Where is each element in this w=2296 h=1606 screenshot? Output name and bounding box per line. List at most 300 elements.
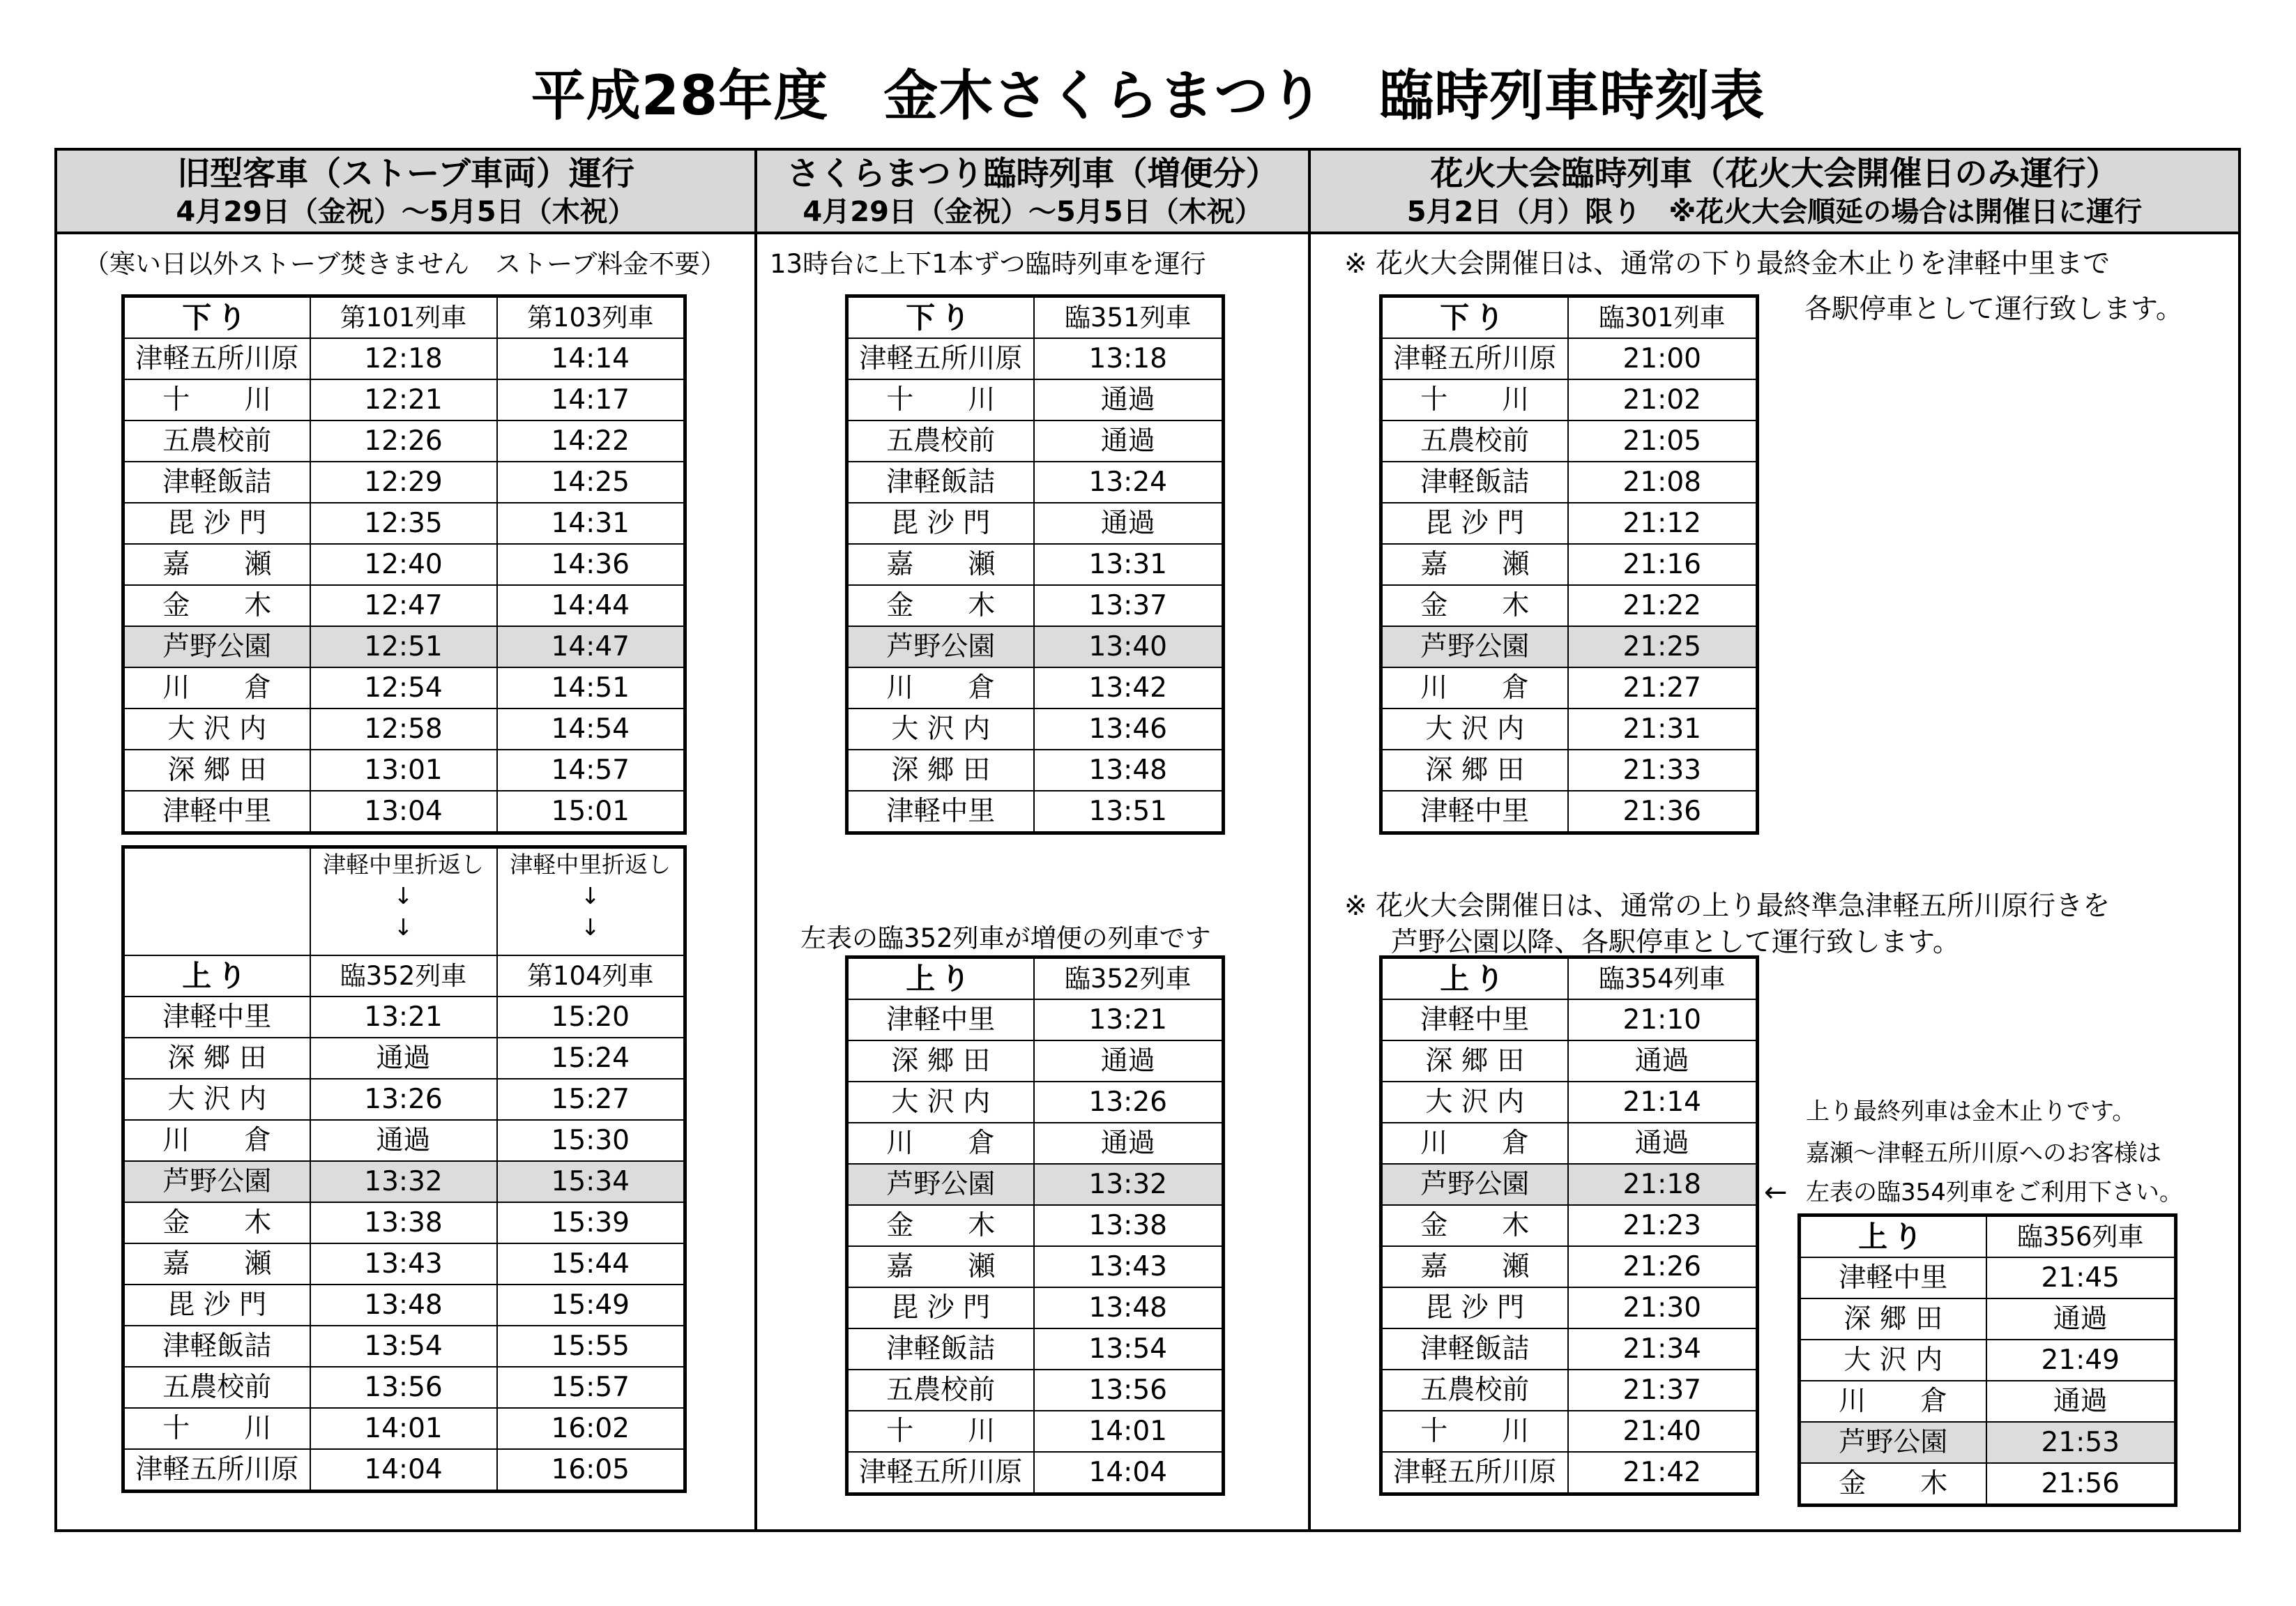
- station-name: 津軽五所川原: [1381, 338, 1568, 379]
- direction-header: 下り: [847, 296, 1034, 339]
- station-name: 深 郷 田: [123, 750, 310, 791]
- departure-time: 12:51: [310, 626, 497, 667]
- departure-time: 15:24: [497, 1038, 685, 1079]
- station-name: 芦野公園: [123, 1161, 310, 1202]
- mid-header-title: さくらまつり臨時列車（増便分）: [786, 155, 1279, 193]
- table-row: [1381, 1370, 1758, 1411]
- departure-time: 14:54: [497, 709, 685, 750]
- table-row: [123, 1161, 685, 1202]
- departure-time: 15:44: [497, 1243, 685, 1285]
- turnaround-label: 津軽中里折返し: [323, 851, 484, 878]
- departure-time: 15:20: [497, 997, 685, 1038]
- station-name: 津軽飯詰: [123, 1326, 310, 1367]
- table-row: [123, 462, 685, 503]
- table-row: [847, 1452, 1224, 1494]
- mid-header-dates: 4月29日（金祝）～5月5日（木祝）: [803, 196, 1263, 228]
- departure-time: 14:47: [497, 626, 685, 667]
- right-note-c-line2: 嘉瀬～津軽五所川原へのお客様は: [1806, 1139, 2161, 1167]
- down-arrow-icon: ↓: [580, 882, 600, 909]
- departure-time: 12:21: [310, 379, 497, 421]
- station-name: 川 倉: [847, 667, 1034, 709]
- departure-time: 13:04: [310, 791, 497, 833]
- departure-time: 13:43: [310, 1243, 497, 1285]
- direction-header: 下り: [123, 296, 310, 339]
- table-row: [1381, 585, 1758, 626]
- train-number-header: 臨351列車: [1034, 296, 1224, 339]
- page-title: 平成28年度 金木さくらまつり 臨時列車時刻表: [531, 65, 1765, 128]
- departure-time: 13:48: [1034, 1287, 1224, 1328]
- station-name: 嘉 瀬: [1381, 1246, 1568, 1287]
- table-row: [123, 791, 685, 833]
- departure-time: 13:54: [310, 1326, 497, 1367]
- table-row: [123, 1285, 685, 1326]
- station-name: 十 川: [123, 379, 310, 421]
- table-row: [1381, 462, 1758, 503]
- direction-header: 上り: [847, 957, 1034, 1000]
- station-name: 金 木: [1381, 585, 1568, 626]
- departure-time: 12:58: [310, 709, 497, 750]
- station-name: 十 川: [1381, 379, 1568, 421]
- right-header-dates: 5月2日（月）限り ※花火大会順延の場合は開催日に運行: [1406, 196, 2143, 228]
- table-row: [1381, 1328, 1758, 1370]
- departure-time: 15:01: [497, 791, 685, 833]
- table-row: [847, 1040, 1224, 1082]
- table-row: [123, 709, 685, 750]
- station-name: 津軽五所川原: [847, 1452, 1034, 1494]
- departure-time: 13:54: [1034, 1328, 1224, 1370]
- table-row: [847, 503, 1224, 544]
- station-name: 津軽中里: [1381, 999, 1568, 1040]
- left-note: （寒い日以外ストーブ焚きません ストーブ料金不要）: [84, 249, 727, 279]
- left-header-title: 旧型客車（ストーブ車両）運行: [177, 155, 634, 193]
- table-header-row: [847, 957, 1224, 1000]
- station-name: 津軽中里: [1381, 791, 1568, 833]
- departure-time: 12:54: [310, 667, 497, 709]
- departure-time: 15:34: [497, 1161, 685, 1202]
- station-name: 深 郷 田: [1800, 1298, 1986, 1340]
- table-row: [1381, 626, 1758, 667]
- table-row: [847, 791, 1224, 833]
- station-name: 嘉 瀬: [847, 1246, 1034, 1287]
- departure-time: 21:31: [1568, 709, 1758, 750]
- train-number-header: 臨354列車: [1568, 957, 1758, 1000]
- departure-time: 通過: [1034, 1123, 1224, 1164]
- table-row: [123, 1326, 685, 1367]
- departure-time: 21:26: [1568, 1246, 1758, 1287]
- station-name: 五農校前: [847, 421, 1034, 462]
- departure-time: 14:31: [497, 503, 685, 544]
- departure-time: 14:01: [1034, 1411, 1224, 1452]
- departure-time: 13:51: [1034, 791, 1224, 833]
- station-name: 嘉 瀬: [847, 544, 1034, 585]
- table-row: [123, 1367, 685, 1408]
- station-name: 五農校前: [1381, 421, 1568, 462]
- station-name: 嘉 瀬: [123, 544, 310, 585]
- left-section-header: [57, 151, 754, 234]
- station-name: 津軽飯詰: [847, 462, 1034, 503]
- station-name: 十 川: [1381, 1411, 1568, 1452]
- mid-section-header: [757, 151, 1308, 234]
- turnaround-row: [123, 847, 685, 956]
- station-name: 金 木: [123, 1202, 310, 1243]
- table-row: [1381, 544, 1758, 585]
- station-name: 十 川: [847, 379, 1034, 421]
- departure-time: 通過: [1568, 1123, 1758, 1164]
- column-divider: [754, 148, 757, 1532]
- departure-time: 13:18: [1034, 338, 1224, 379]
- station-name: 十 川: [847, 1411, 1034, 1452]
- train-number-header: 臨352列車: [310, 955, 497, 997]
- train-number-header: 第104列車: [497, 955, 685, 997]
- table-row: [123, 1449, 685, 1492]
- table-row: [847, 421, 1224, 462]
- departure-time: 21:40: [1568, 1411, 1758, 1452]
- table-row: [1381, 379, 1758, 421]
- table-row: [123, 1079, 685, 1120]
- table-row: [847, 1082, 1224, 1123]
- table-row: [1800, 1298, 2176, 1340]
- departure-time: 通過: [1986, 1381, 2176, 1422]
- table-row: [1381, 1123, 1758, 1164]
- table-row: [123, 585, 685, 626]
- table-row: [847, 626, 1224, 667]
- down-arrow-icon: ↓: [393, 914, 413, 941]
- table-row: [847, 462, 1224, 503]
- station-name: 五農校前: [1381, 1370, 1568, 1411]
- station-name: 津軽中里: [847, 999, 1034, 1040]
- column-divider: [1308, 148, 1311, 1532]
- station-name: 津軽五所川原: [123, 338, 310, 379]
- station-name: 十 川: [123, 1408, 310, 1449]
- down-arrow-icon: ↓: [393, 882, 413, 909]
- station-name: 津軽飯詰: [123, 462, 310, 503]
- table-row: [1800, 1422, 2176, 1463]
- departure-time: 13:48: [1034, 750, 1224, 791]
- table-row: [847, 709, 1224, 750]
- departure-time: 13:40: [1034, 626, 1224, 667]
- table-row: [847, 1164, 1224, 1205]
- station-name: 金 木: [123, 585, 310, 626]
- train-number-header: 第101列車: [310, 296, 497, 339]
- table-row: [1800, 1257, 2176, 1298]
- table-row: [847, 1123, 1224, 1164]
- left-header-dates: 4月29日（金祝）～5月5日（木祝）: [176, 196, 636, 228]
- departure-time: 14:44: [497, 585, 685, 626]
- station-name: 津軽中里: [847, 791, 1034, 833]
- station-name: 深 郷 田: [847, 1040, 1034, 1082]
- station-name: 川 倉: [1381, 667, 1568, 709]
- departure-time: 21:49: [1986, 1340, 2176, 1381]
- station-name: 金 木: [1800, 1463, 1986, 1506]
- station-name: 五農校前: [123, 421, 310, 462]
- departure-time: 21:16: [1568, 544, 1758, 585]
- table-row: [1381, 791, 1758, 833]
- departure-time: 21:25: [1568, 626, 1758, 667]
- departure-time: 15:49: [497, 1285, 685, 1326]
- station-name: 大 沢 内: [847, 1082, 1034, 1123]
- departure-time: 21:42: [1568, 1452, 1758, 1494]
- mid-note: 13時台に上下1本ずつ臨時列車を運行: [770, 249, 1206, 279]
- station-name: 毘 沙 門: [123, 1285, 310, 1326]
- departure-time: 16:02: [497, 1408, 685, 1449]
- table-row: [123, 667, 685, 709]
- station-name: 川 倉: [123, 1120, 310, 1161]
- station-name: 金 木: [847, 585, 1034, 626]
- station-name: 嘉 瀬: [123, 1243, 310, 1285]
- station-name: 津軽五所川原: [847, 338, 1034, 379]
- table-row: [847, 999, 1224, 1040]
- departure-time: 21:34: [1568, 1328, 1758, 1370]
- table-header-row: [1800, 1215, 2176, 1258]
- station-name: 川 倉: [847, 1123, 1034, 1164]
- right-note-b-line1: ※ 花火大会開催日は、通常の上り最終準急津軽五所川原行きを: [1344, 891, 2111, 922]
- station-name: 芦野公園: [123, 626, 310, 667]
- departure-time: 21:53: [1986, 1422, 2176, 1463]
- turnaround-empty-cell: [123, 847, 310, 956]
- right-note-b-line2: 芦野公園以降、各駅停車として運行致します。: [1391, 927, 1960, 958]
- station-name: 金 木: [1381, 1205, 1568, 1246]
- table-row: [1381, 1040, 1758, 1082]
- station-name: 川 倉: [123, 667, 310, 709]
- table-row: [1800, 1340, 2176, 1381]
- departure-time: 13:26: [310, 1079, 497, 1120]
- train-number-header: 臨301列車: [1568, 296, 1758, 339]
- table-row: [1800, 1463, 2176, 1506]
- table-header-row: [847, 296, 1224, 339]
- station-name: 毘 沙 門: [847, 1287, 1034, 1328]
- departure-time: 12:29: [310, 462, 497, 503]
- table-row: [847, 1205, 1224, 1246]
- table-row: [847, 379, 1224, 421]
- table-row: [847, 1328, 1224, 1370]
- departure-time: 14:04: [310, 1449, 497, 1492]
- right-section-header: [1311, 151, 2238, 234]
- table-row: [123, 1202, 685, 1243]
- station-name: 津軽中里: [123, 791, 310, 833]
- departure-time: 13:48: [310, 1285, 497, 1326]
- right-note-c-line3: 左表の臨354列車をご利用下さい。: [1806, 1179, 2183, 1206]
- station-name: 大 沢 内: [123, 709, 310, 750]
- station-name: 芦野公園: [1381, 1164, 1568, 1205]
- departure-time: 14:01: [310, 1408, 497, 1449]
- departure-time: 13:43: [1034, 1246, 1224, 1287]
- table-header-row: [1381, 957, 1758, 1000]
- departure-time: 通過: [1034, 1040, 1224, 1082]
- table-row: [1381, 750, 1758, 791]
- departure-time: 15:27: [497, 1079, 685, 1120]
- table-header-row: [1381, 296, 1758, 339]
- table-header-row: [123, 955, 685, 997]
- departure-time: 21:10: [1568, 999, 1758, 1040]
- table-row: [1381, 709, 1758, 750]
- departure-time: 21:05: [1568, 421, 1758, 462]
- departure-time: 21:00: [1568, 338, 1758, 379]
- table-row: [1381, 421, 1758, 462]
- right-down-table: [1379, 294, 1759, 835]
- departure-time: 21:02: [1568, 379, 1758, 421]
- station-name: 深 郷 田: [847, 750, 1034, 791]
- departure-time: 14:17: [497, 379, 685, 421]
- table-row: [1381, 1411, 1758, 1452]
- departure-time: 13:56: [310, 1367, 497, 1408]
- table-header-row: [123, 296, 685, 339]
- station-name: 津軽中里: [123, 997, 310, 1038]
- table-row: [1381, 1205, 1758, 1246]
- station-name: 大 沢 内: [1381, 709, 1568, 750]
- table-row: [123, 1243, 685, 1285]
- mid-down-table: [845, 294, 1225, 835]
- departure-time: 21:23: [1568, 1205, 1758, 1246]
- left-up-table: [121, 845, 687, 1493]
- table-row: [1800, 1381, 2176, 1422]
- station-name: 川 倉: [1800, 1381, 1986, 1422]
- departure-time: 13:38: [310, 1202, 497, 1243]
- table-row: [847, 667, 1224, 709]
- departure-time: 12:35: [310, 503, 497, 544]
- table-row: [1381, 667, 1758, 709]
- turnaround-cell: [310, 847, 497, 956]
- table-row: [123, 544, 685, 585]
- table-row: [123, 503, 685, 544]
- departure-time: 13:21: [310, 997, 497, 1038]
- table-row: [847, 544, 1224, 585]
- direction-header: 上り: [1381, 957, 1568, 1000]
- departure-time: 13:56: [1034, 1370, 1224, 1411]
- station-name: 大 沢 内: [847, 709, 1034, 750]
- departure-time: 通過: [310, 1120, 497, 1161]
- departure-time: 13:31: [1034, 544, 1224, 585]
- station-name: 深 郷 田: [1381, 750, 1568, 791]
- departure-time: 21:14: [1568, 1082, 1758, 1123]
- departure-time: 21:37: [1568, 1370, 1758, 1411]
- departure-time: 14:51: [497, 667, 685, 709]
- departure-time: 13:37: [1034, 585, 1224, 626]
- table-row: [1381, 1287, 1758, 1328]
- right-up-table: [1379, 955, 1759, 1496]
- departure-time: 14:36: [497, 544, 685, 585]
- station-name: 川 倉: [1381, 1123, 1568, 1164]
- station-name: 深 郷 田: [123, 1038, 310, 1079]
- departure-time: 12:40: [310, 544, 497, 585]
- station-name: 大 沢 内: [123, 1079, 310, 1120]
- table-row: [847, 585, 1224, 626]
- table-row: [847, 1411, 1224, 1452]
- departure-time: 13:32: [310, 1161, 497, 1202]
- departure-time: 21:18: [1568, 1164, 1758, 1205]
- right-note-c-line1: 上り最終列車は金木止りです。: [1806, 1098, 2136, 1126]
- station-name: 深 郷 田: [1381, 1040, 1568, 1082]
- departure-time: 通過: [1034, 379, 1224, 421]
- departure-time: 15:55: [497, 1326, 685, 1367]
- departure-time: 13:46: [1034, 709, 1224, 750]
- station-name: 五農校前: [123, 1367, 310, 1408]
- departure-time: 15:39: [497, 1202, 685, 1243]
- table-row: [123, 379, 685, 421]
- direction-header: 下り: [1381, 296, 1568, 339]
- departure-time: 通過: [1034, 503, 1224, 544]
- station-name: 津軽飯詰: [1381, 462, 1568, 503]
- station-name: 毘 沙 門: [1381, 503, 1568, 544]
- station-name: 芦野公園: [847, 626, 1034, 667]
- departure-time: 通過: [310, 1038, 497, 1079]
- table-row: [847, 338, 1224, 379]
- direction-header: 上り: [1800, 1215, 1986, 1258]
- departure-time: 13:38: [1034, 1205, 1224, 1246]
- table-row: [123, 421, 685, 462]
- table-row: [847, 750, 1224, 791]
- turnaround-cell: [497, 847, 685, 956]
- departure-time: 14:25: [497, 462, 685, 503]
- table-row: [1381, 999, 1758, 1040]
- departure-time: 16:05: [497, 1449, 685, 1492]
- down-arrow-icon: ↓: [580, 914, 600, 941]
- turnaround-label: 津軽中里折返し: [510, 851, 671, 878]
- departure-time: 14:57: [497, 750, 685, 791]
- departure-time: 21:30: [1568, 1287, 1758, 1328]
- departure-time: 12:47: [310, 585, 497, 626]
- left-arrow-icon: ←: [1764, 1176, 1788, 1209]
- right-header-title: 花火大会臨時列車（花火大会開催日のみ運行）: [1430, 155, 2119, 193]
- departure-time: 13:21: [1034, 999, 1224, 1040]
- station-name: 毘 沙 門: [123, 503, 310, 544]
- departure-time: 12:18: [310, 338, 497, 379]
- departure-time: 21:45: [1986, 1257, 2176, 1298]
- departure-time: 13:24: [1034, 462, 1224, 503]
- right-note-a-line2: 各駅停車として運行致します。: [1804, 294, 2183, 325]
- table-row: [1381, 1246, 1758, 1287]
- departure-time: 15:57: [497, 1367, 685, 1408]
- departure-time: 21:08: [1568, 462, 1758, 503]
- table-row: [847, 1246, 1224, 1287]
- departure-time: 14:14: [497, 338, 685, 379]
- station-name: 毘 沙 門: [1381, 1287, 1568, 1328]
- station-name: 芦野公園: [1381, 626, 1568, 667]
- train-number-header: 第103列車: [497, 296, 685, 339]
- departure-time: 21:22: [1568, 585, 1758, 626]
- right-up-table-356: [1797, 1213, 2177, 1507]
- station-name: 嘉 瀬: [1381, 544, 1568, 585]
- table-row: [1381, 503, 1758, 544]
- station-name: 津軽飯詰: [1381, 1328, 1568, 1370]
- table-row: [123, 1408, 685, 1449]
- departure-time: 通過: [1034, 421, 1224, 462]
- departure-time: 15:30: [497, 1120, 685, 1161]
- station-name: 津軽五所川原: [1381, 1452, 1568, 1494]
- station-name: 大 沢 内: [1381, 1082, 1568, 1123]
- station-name: 芦野公園: [847, 1164, 1034, 1205]
- departure-time: 14:04: [1034, 1452, 1224, 1494]
- station-name: 大 沢 内: [1800, 1340, 1986, 1381]
- table-row: [1381, 1164, 1758, 1205]
- departure-time: 13:42: [1034, 667, 1224, 709]
- train-number-header: 臨352列車: [1034, 957, 1224, 1000]
- departure-time: 通過: [1568, 1040, 1758, 1082]
- departure-time: 21:56: [1986, 1463, 2176, 1506]
- table-row: [1381, 1082, 1758, 1123]
- departure-time: 13:32: [1034, 1164, 1224, 1205]
- mid-note-2: 左表の臨352列車が増便の列車です: [800, 923, 1211, 953]
- station-name: 津軽五所川原: [123, 1449, 310, 1492]
- table-row: [847, 1370, 1224, 1411]
- departure-time: 12:26: [310, 421, 497, 462]
- departure-time: 14:22: [497, 421, 685, 462]
- train-number-header: 臨356列車: [1986, 1215, 2176, 1258]
- departure-time: 13:26: [1034, 1082, 1224, 1123]
- departure-time: 21:36: [1568, 791, 1758, 833]
- table-row: [123, 626, 685, 667]
- table-row: [123, 1038, 685, 1079]
- direction-header: 上り: [123, 955, 310, 997]
